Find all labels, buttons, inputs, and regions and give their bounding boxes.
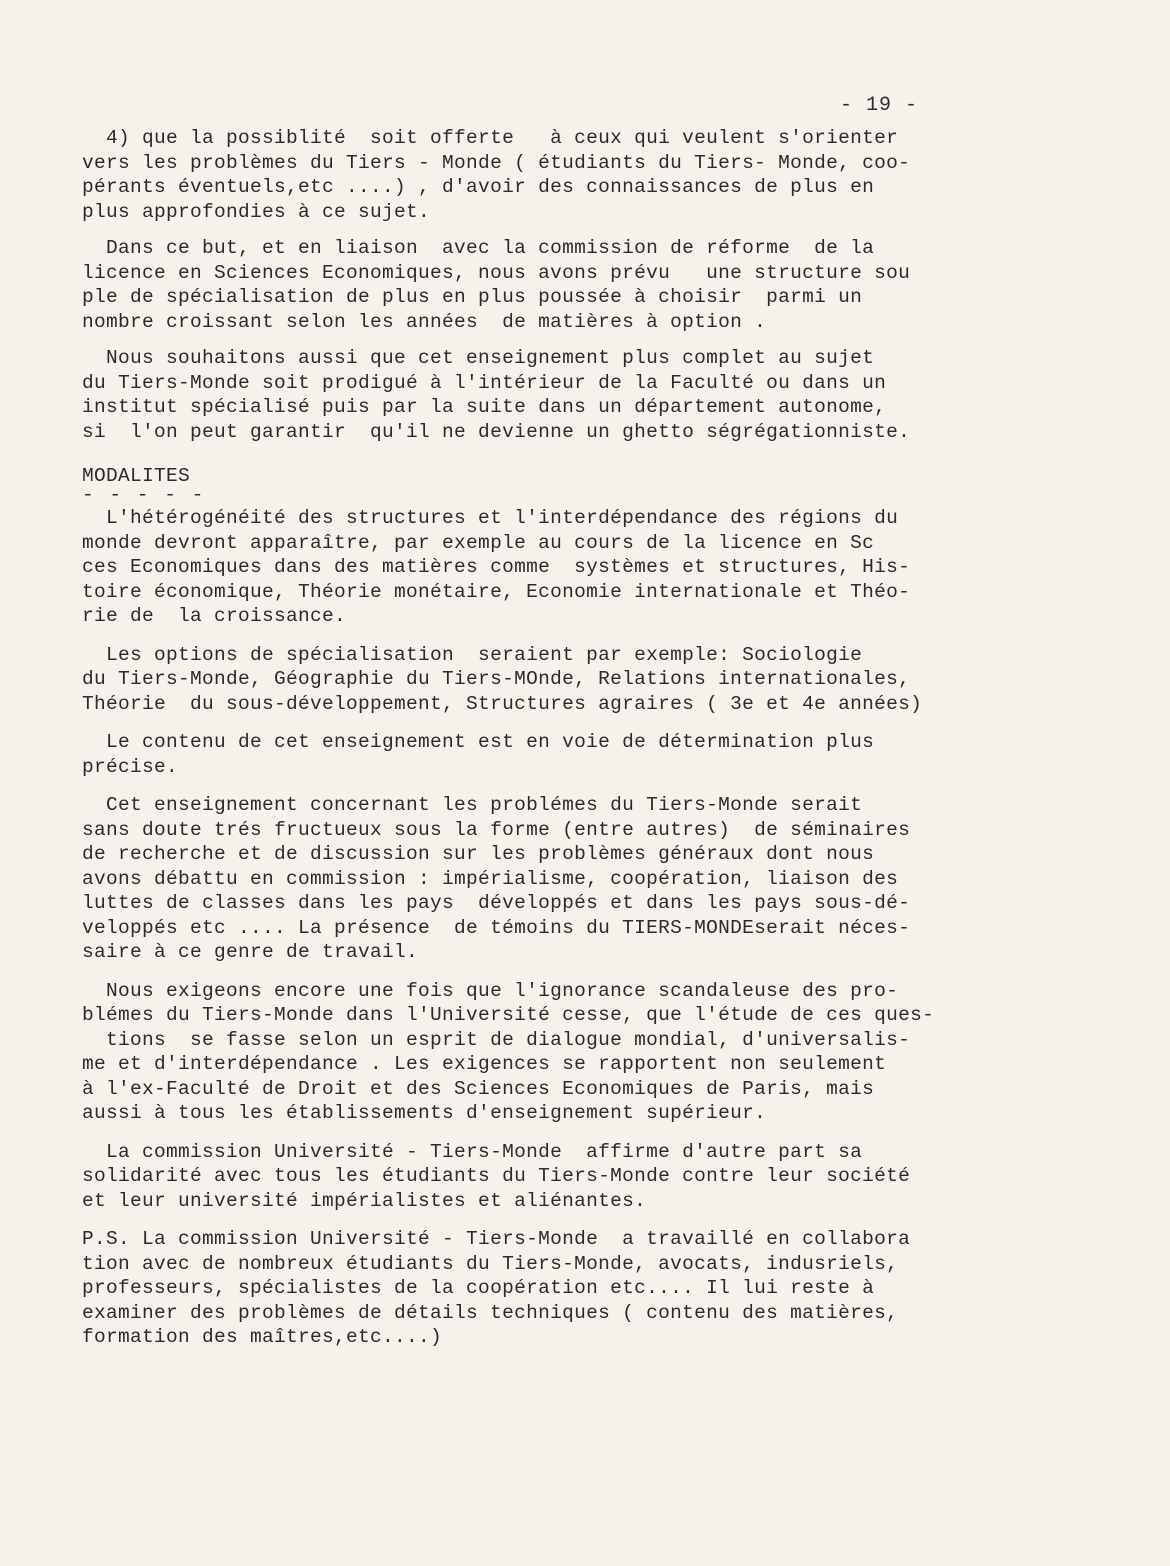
paragraph (82, 236, 992, 334)
text-line: pérants éventuels,etc ....) , d'avoir des connaissances de plus en (82, 176, 875, 198)
intro-paragraphs (82, 126, 992, 444)
text-line: toire économique, Théorie monétaire, Economie internationale et Théo- (82, 580, 911, 603)
text-line: sans doute trés fructueux sous la forme (entre autres) de séminaires (82, 818, 911, 841)
text-line: Le contenu de cet enseignement est en voie de détermination plus (82, 731, 875, 753)
text-line: luttes de classes dans les pays développés et dans les pays sous-dé- (82, 892, 911, 914)
text-line: du Tiers-Monde soit prodigué à l'intérieur de la Faculté ou dans un (82, 371, 887, 394)
text-line: à l'ex-Faculté de Droit et des Sciences Economiques de Paris, mais (82, 1077, 875, 1100)
section-heading-underline: - - - - - (82, 484, 206, 506)
text-line: de recherche et de discussion sur les problèmes généraux dont nous (82, 843, 875, 865)
section-heading: MODALITES (82, 465, 191, 487)
text-line: Nous souhaitons aussi que cet enseignement plus complet au sujet (82, 347, 875, 369)
text-line: solidarité avec tous les étudiants du Tiers-Monde contre leur société (82, 1165, 911, 1187)
text-line: professeurs, spécialistes de la coopération etc.... Il lui reste à (82, 1277, 875, 1299)
text-line: Cet enseignement concernant les problémes du Tiers-Monde serait (82, 794, 863, 816)
paragraph (82, 979, 992, 1126)
paragraph (82, 793, 992, 965)
text-line: P.S. La commission Université - Tiers-Monde a travaillé en collabora (82, 1228, 911, 1250)
text-line: ple de spécialisation de plus en plus poussée à choisir parmi un (82, 286, 863, 308)
paragraph (82, 730, 992, 779)
text-line: ces Economiques dans des matières comme systèmes et structures, His- (82, 556, 911, 578)
text-line: examiner des problèmes de détails techniques ( contenu des matières, (82, 1301, 899, 1324)
text-line: Théorie du sous-développement, Structures agraires ( 3e et 4e années) (82, 692, 923, 715)
text-line: blémes du Tiers-Monde dans l'Université cesse, que l'étude de ces ques- (82, 1004, 935, 1026)
text-line: veloppés etc .... La présence de témoins du TIERS-MONDEserait néces- (82, 916, 911, 939)
text-line: du Tiers-Monde, Géographie du Tiers-MOnde, Relations internationales, (82, 668, 911, 690)
paragraph (82, 643, 992, 717)
text-line: me et d'interdépendance . Les exigences se rapportent non seulement (82, 1053, 887, 1075)
section-paragraphs (82, 506, 992, 1350)
text-line: saire à ce genre de travail. (82, 941, 419, 963)
text-line: institut spécialisé puis par la suite dans un département autonome, (82, 396, 887, 418)
text-line: vers les problèmes du Tiers - Monde ( étudiants du Tiers- Monde, coo- (82, 151, 911, 174)
document-body (82, 126, 992, 1350)
text-line: 4) que la possiblité soit offerte à ceux qui veulent s'orienter (82, 127, 899, 149)
text-line: précise. (82, 755, 179, 778)
text-line: Les options de spécialisation seraient par exemple: Sociologie (82, 643, 863, 666)
text-line: Dans ce but, et en liaison avec la commission de réforme de la (82, 237, 875, 259)
text-line: avons débattu en commission : impérialisme, coopération, liaison des (82, 867, 899, 890)
text-line: nombre croissant selon les années de matières à option . (82, 310, 767, 333)
text-line: plus approfondies à ce sujet. (82, 200, 431, 223)
text-line: formation des maîtres,etc....) (82, 1326, 443, 1348)
text-line: si l'on peut garantir qu'il ne devienne un ghetto ségrégationniste. (82, 420, 911, 443)
text-line: aussi à tous les établissements d'enseignement supérieur. (82, 1102, 767, 1124)
text-line: licence en Sciences Economiques, nous avons prévu une structure sou (82, 261, 911, 284)
paragraph (82, 1227, 992, 1350)
page-number: - 19 - (840, 94, 919, 117)
text-line: et leur université impérialistes et aliénantes. (82, 1189, 647, 1212)
paragraph (82, 1140, 992, 1214)
text-line: Nous exigeons encore une fois que l'ignorance scandaleuse des pro- (82, 979, 899, 1002)
text-line: rie de la croissance. (82, 605, 347, 627)
text-line: tion avec de nombreux étudiants du Tiers-Monde, avocats, indusriels, (82, 1252, 899, 1275)
text-line: La commission Université - Tiers-Monde affirme d'autre part sa (82, 1140, 863, 1163)
text-line: monde devront apparaître, par exemple au cours de la licence en Sc (82, 531, 875, 554)
text-line: tions se fasse selon un esprit de dialogue mondial, d'universalis- (82, 1028, 911, 1051)
paragraph (82, 126, 992, 224)
paragraph (82, 506, 992, 629)
paragraph (82, 346, 992, 444)
text-line: L'hétérogénéité des structures et l'interdépendance des régions du (82, 507, 899, 529)
